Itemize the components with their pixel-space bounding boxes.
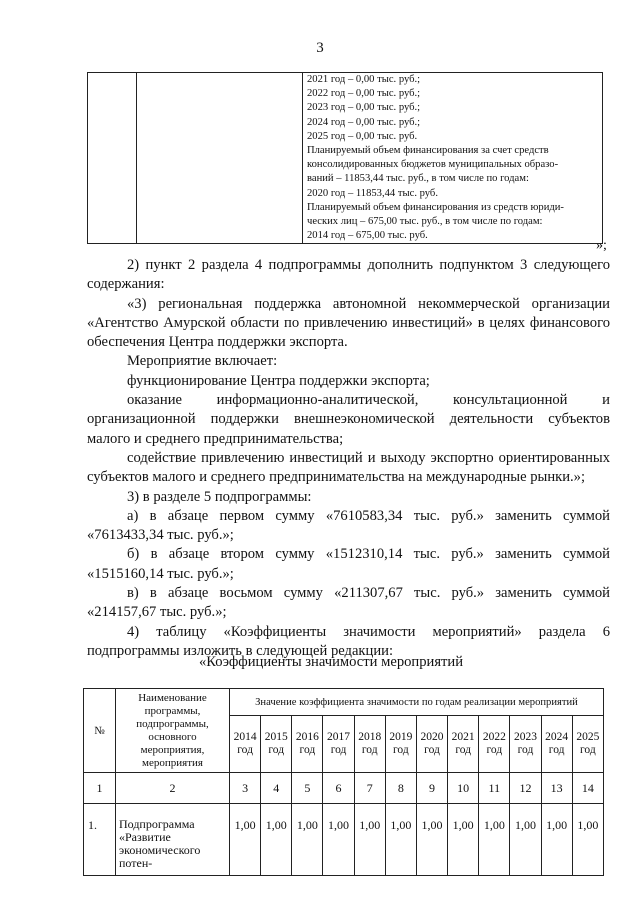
year-header: 2015 год — [261, 716, 292, 773]
coefficient-value: 1,00 — [510, 804, 541, 876]
financing-line: 2022 год – 0,00 тыс. руб.; — [307, 88, 421, 100]
column-number: 14 — [572, 773, 603, 804]
financing-line: Планируемый объем финансирования из средств юриди- — [307, 201, 564, 213]
paragraph: 2) пункт 2 раздела 4 подпрограммы дополнить подпунктом 3 следующего содержания: — [87, 257, 610, 293]
column-number: 1 — [84, 773, 116, 804]
coefficient-value: 1,00 — [448, 804, 479, 876]
header-number: № — [84, 689, 116, 773]
page-number: 3 — [316, 40, 324, 56]
column-number: 8 — [385, 773, 416, 804]
financing-line: ческих лиц – 675,00 тыс. руб., в том числе по годам: — [307, 216, 543, 228]
column-number: 12 — [510, 773, 541, 804]
amendments-text — [87, 256, 610, 661]
financing-line: 2014 год – 675,00 тыс. руб. — [307, 230, 428, 242]
coefficient-value: 1,00 — [416, 804, 447, 876]
financing-lines — [303, 73, 602, 243]
financing-details-cell — [303, 73, 603, 244]
paragraph: а) в абзаце первом сумму «7610583,34 тыс. руб.» заменить суммой «7613433,34 тыс. руб.»; — [87, 507, 610, 544]
paragraph: б) в абзаце втором сумму «1512310,14 тыс. руб.» заменить суммой «1515160,14 тыс. руб.»; — [87, 546, 610, 582]
column-number: 2 — [116, 773, 230, 804]
year-header: 2020 год — [416, 716, 447, 773]
column-number: 4 — [261, 773, 292, 804]
header-name: Наименование программы, подпрограммы, основного мероприятия, мероприятия — [116, 689, 230, 773]
year-header: 2022 год — [479, 716, 510, 773]
financing-line: 2025 год – 0,00 тыс. руб. — [307, 130, 418, 142]
row-name: Подпрограмма «Развитие экономического потен- — [116, 804, 230, 876]
financing-table-continuation — [87, 72, 603, 244]
column-number: 6 — [323, 773, 354, 804]
year-header: 2017 год — [323, 716, 354, 773]
row-index: 1. — [84, 804, 116, 876]
table-row — [84, 804, 604, 876]
paragraph: «3) региональная поддержка автономной некоммерческой организации «Агентство Амурской области по привлечению инвестиций» в целях финансового обеспечения Центра поддержки экспорта. — [87, 295, 610, 351]
year-header: 2016 год — [292, 716, 323, 773]
paragraph: содействие привлечению инвестиций и выходу экспортно ориентированных субъектов малого и среднего предпринимательства на международные рынки.»; — [87, 449, 610, 486]
financing-line: Планируемый объем финансирования за счет средств — [307, 145, 549, 157]
coefficients-table — [83, 688, 604, 876]
coefficient-value: 1,00 — [385, 804, 416, 876]
coefficient-value: 1,00 — [541, 804, 572, 876]
column-number: 11 — [479, 773, 510, 804]
coefficient-value: 1,00 — [354, 804, 385, 876]
coefficient-value: 1,00 — [479, 804, 510, 876]
year-header: 2024 год — [541, 716, 572, 773]
column-number: 3 — [230, 773, 261, 804]
column-number: 5 — [292, 773, 323, 804]
year-header: 2021 год — [448, 716, 479, 773]
paragraph: функционирование Центра поддержки экспорта; — [127, 372, 430, 389]
coefficient-value: 1,00 — [230, 804, 261, 876]
column-numbers-row — [84, 773, 604, 804]
financing-line: 2023 год – 0,00 тыс. руб.; — [307, 102, 421, 114]
column-number: 9 — [416, 773, 447, 804]
header-values-caption: Значение коэффициента значимости по годам реализации мероприятий — [230, 689, 604, 716]
table-cell-empty — [137, 73, 303, 244]
coefficient-value: 1,00 — [323, 804, 354, 876]
paragraph: 3) в разделе 5 подпрограммы: — [127, 488, 312, 505]
year-header: 2019 год — [385, 716, 416, 773]
table-cell-empty — [88, 73, 137, 244]
column-number: 13 — [541, 773, 572, 804]
table-title: «Коэффициенты значимости мероприятий — [198, 654, 464, 670]
coefficient-value: 1,00 — [292, 804, 323, 876]
paragraph: в) в абзаце восьмом сумму «211307,67 тыс. руб.» заменить суммой «214157,67 тыс. руб.»; — [87, 585, 610, 621]
year-header: 2023 год — [510, 716, 541, 773]
financing-line: 2021 год – 0,00 тыс. руб.; — [307, 74, 421, 85]
closing-quote-mark: »; — [596, 238, 607, 253]
coefficient-value: 1,00 — [572, 804, 603, 876]
financing-line: ваний – 11853,44 тыс. руб., в том числе по годам: — [307, 173, 529, 185]
year-header: 2018 год — [354, 716, 385, 773]
year-header: 2014 год — [230, 716, 261, 773]
column-number: 10 — [448, 773, 479, 804]
financing-line: консолидированных бюджетов муниципальных образо- — [307, 159, 559, 171]
coefficient-value: 1,00 — [261, 804, 292, 876]
paragraph: Мероприятие включает: — [127, 353, 278, 370]
financing-line: 2024 год – 0,00 тыс. руб.; — [307, 116, 421, 128]
financing-line: 2020 год – 11853,44 тыс. руб. — [307, 187, 438, 199]
year-header: 2025 год — [572, 716, 603, 773]
paragraph: оказание информационно-аналитической, консультационной и организационной поддержки внешнеэкономической деятельности субъектов малого и среднего предпринимательства; — [87, 392, 610, 447]
paragraph: 4) таблицу «Коэффициенты значимости мероприятий» раздела 6 подпрограммы изложить в следующей редакции: — [87, 623, 610, 659]
column-number: 7 — [354, 773, 385, 804]
